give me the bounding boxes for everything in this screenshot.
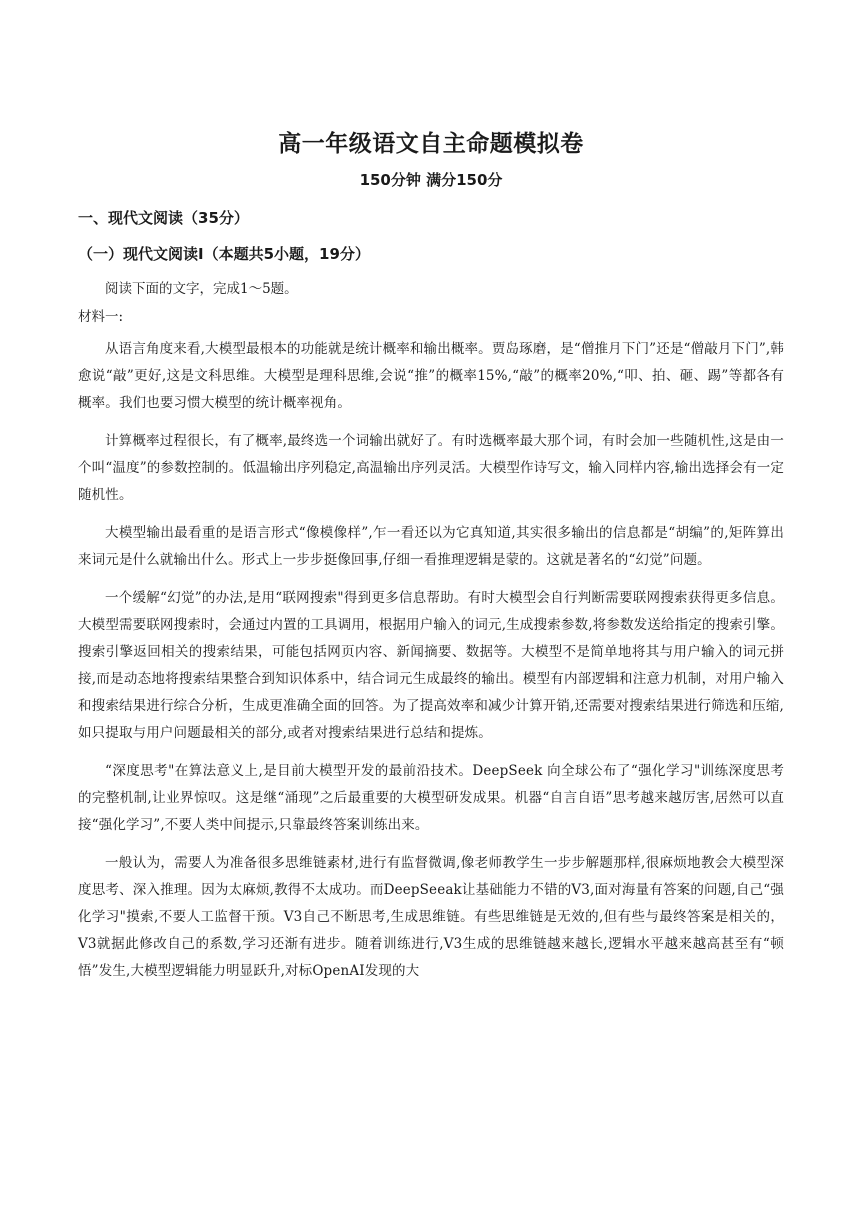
passage-paragraph: 计算概率过程很长，有了概率,最终选一个词输出就好了。有时选概率最大那个词，有时会加一些随机性,这是由一个叫“温度”的参数控制的。低温输出序列稳定,高温输出序列灵活。大模型作诗写文，输入同样内容,输出选择会有一定随机性。 <box>78 433 784 503</box>
section-heading: 一、现代文阅读（35分） <box>78 209 249 227</box>
reading-instruction: 阅读下面的文字，完成1～5题。 <box>105 281 298 297</box>
exam-page <box>78 128 784 996</box>
passage-paragraph: 从语言角度来看,大模型最根本的功能就是统计概率和输出概率。贾岛琢磨，是“僧推月下门”还是“僧敲月下门”,韩愈说“敲”更好,这是文科思维。大模型是理科思维,会说“推”的概率15%,“敲”的概率20%,“叩、拍、砸、踢”等都各有概率。我们也要习惯大模型的统计概率视角。 <box>78 341 784 411</box>
passage-paragraph: 大模型输出最看重的是语言形式“像模像样”,乍一看还以为它真知道,其实很多输出的信息都是“胡编”的,矩阵算出来词元是什么就输出什么。形式上一步步挺像回事,仔细一看推理逻辑是蒙的。这就是著名的“幻觉”问题。 <box>78 525 784 568</box>
exam-title: 高一年级语文自主命题模拟卷 <box>278 131 584 157</box>
passage-paragraph: 一般认为，需要人为准备很多思维链素材,进行有监督微调,像老师教学生一步步解题那样,很麻烦地教会大模型深度思考、深入推理。因为太麻烦,教得不太成功。而DeepSeeak让基础能力不错的V3,面对海量有答案的问题,自己“强化学习"摸索,不要人工监督干预。V3自己不断思考,生成思维链。有些思维链是无效的,但有些与最终答案是相关的，V3就据此修改自己的系数,学习还渐有进步。随着训练进行,V3生成的思维链越来越长,逻辑水平越来越高甚至有“顿悟”发生,大模型逻辑能力明显跃升,对标OpenAI发现的大 <box>78 855 784 979</box>
passage-paragraph: “深度思考"在算法意义上,是目前大模型开发的最前沿技术。DeepSeek 向全球公布了“强化学习"训练深度思考的完整机制,让业界惊叹。这是继“涌现”之后最重要的大模型研发成果。机器“自言自语”思考越来越厉害,居然可以直接“强化学习”,不要人类中间提示,只靠最终答案训练出来。 <box>78 763 784 833</box>
material-label: 材料一: <box>78 309 124 325</box>
exam-duration-score: 150分钟 满分150分 <box>359 171 503 189</box>
subsection-heading: （一）现代文阅读Ⅰ（本题共5小题，19分） <box>78 245 370 263</box>
passage-paragraph: 一个缓解“幻觉”的办法,是用“联网搜索"得到更多信息帮助。有时大模型会自行判断需要联网搜索获得更多信息。大模型需要联网搜索时，会通过内置的工具调用，根据用户输入的词元,生成搜索参数,将参数发送给指定的搜索引擎。搜索引擎返回相关的搜索结果，可能包括网页内容、新闻摘要、数据等。大模型不是简单地将其与用户输入的词元拼接,而是动态地将搜索结果整合到知识体系中，结合词元生成最终的输出。模型有内部逻辑和注意力机制，对用户输入和搜索结果进行综合分析，生成更准确全面的回答。为了提高效率和减少计算开销,还需要对搜索结果进行筛选和压缩,如只提取与用户问题最相关的部分,或者对搜索结果进行总结和提炼。 <box>78 590 784 741</box>
